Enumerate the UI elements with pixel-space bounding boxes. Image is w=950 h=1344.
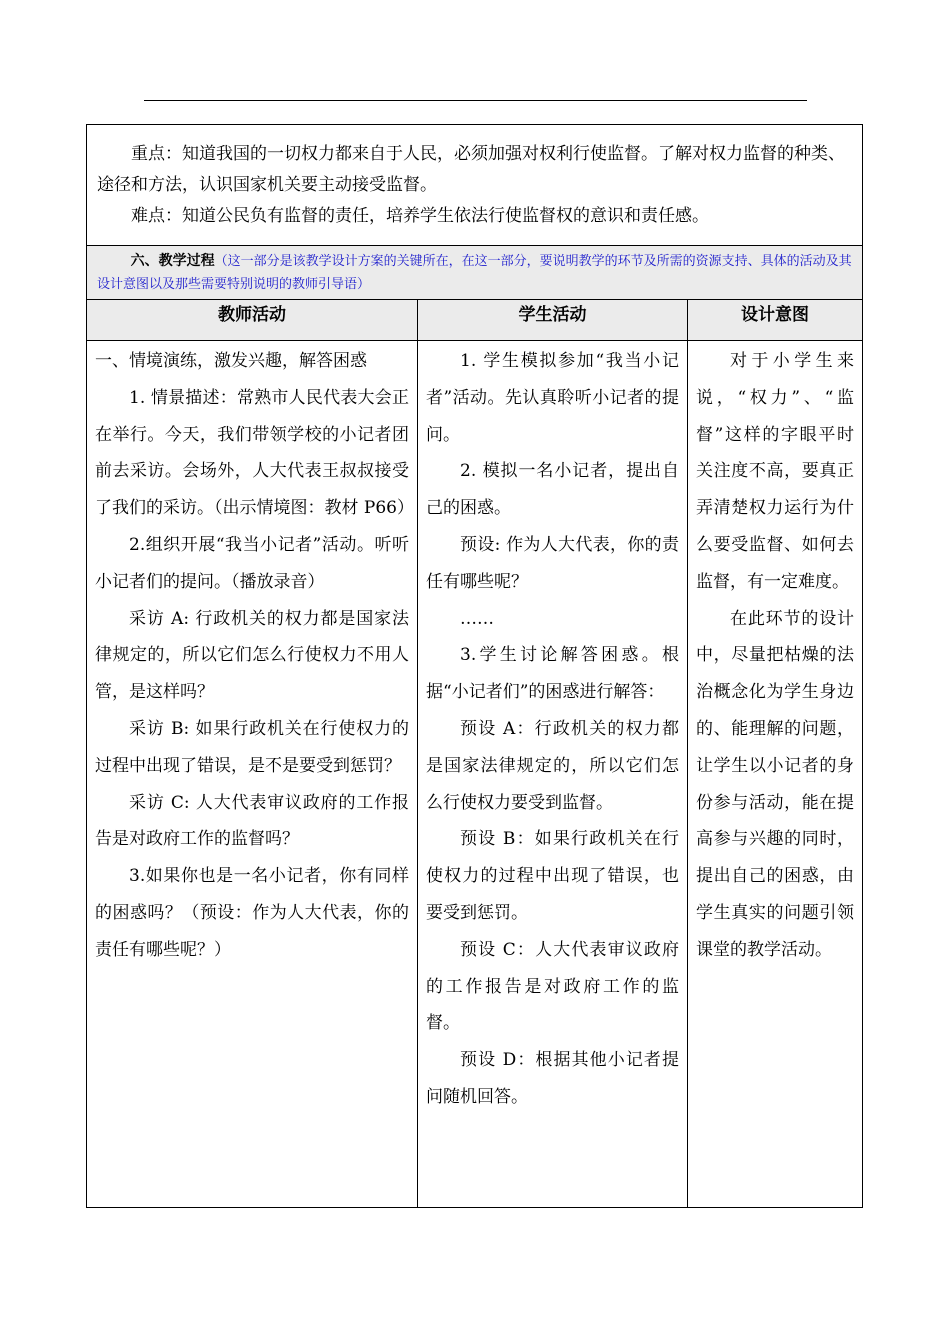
key-points-text: 重点：知道我国的一切权力都来自于人民，必须加强对权利行使监督。了解对权力监督的种类、途径和方法，认识国家机关要主动接受监督。	[97, 144, 845, 195]
teacher-paragraph: 1. 情景描述：常熟市人民代表大会正在举行。今天，我们带领学校的小记者团前去采访。会场外，人大代表王叔叔接受了我们的采访。（出示情境图：教材 P66）	[95, 387, 414, 519]
intent-paragraph: 对于小学生来说，“权力”、“监督”这样的字眼平时关注度不高，要真正弄清楚权力运行为什么要受监督、如何去监督，有一定难度。	[696, 351, 855, 592]
teacher-paragraph: 2.组织开展“我当小记者”活动。听听小记者们的提问。（播放录音）	[95, 534, 409, 592]
student-paragraph: 1. 学生模拟参加“我当小记者”活动。先认真聆听小记者的提问。	[426, 351, 679, 445]
process-heading-cell	[87, 246, 863, 300]
process-note: （这一部分是该教学设计方案的关键所在，在这一部分，要说明教学的环节及所需的资源支持、具体的活动及其设计意图以及那些需要特别说明的教师引导语）	[97, 254, 852, 292]
teacher-paragraph: 3.如果你也是一名小记者，你有同样的困惑吗？（预设：作为人大代表，你的责任有哪些呢？）	[95, 866, 409, 960]
student-paragraph: 预设: 作为人大代表，你的责任有哪些呢？	[426, 534, 679, 592]
teacher-activities-cell	[87, 341, 418, 1208]
design-intent-cell	[688, 341, 863, 1208]
intent-paragraph: 在此环节的设计中，尽量把枯燥的法治概念化为学生身边的、能理解的问题，让学生以小记者的身份参与活动，能在提高参与兴趣的同时，提出自己的困惑，由学生真实的问题引领课堂的教学活动。	[696, 608, 855, 960]
teacher-paragraph: 采访 B: 如果行政机关在行使权力的过程中出现了错误，是不是要受到惩罚？	[95, 718, 409, 776]
student-column-header: 学生活动	[418, 300, 688, 341]
student-paragraph: 2. 模拟一名小记者，提出自己的困惑。	[426, 461, 679, 519]
teacher-paragraph: 采访 A: 行政机关的权力都是国家法律规定的，所以它们怎么行使权力不用人管，是这样吗？	[95, 608, 409, 703]
teacher-paragraph: 一、情境演练，激发兴趣，解答困惑	[95, 351, 367, 371]
intent-column-header: 设计意图	[688, 300, 863, 341]
difficulties-text: 难点：知道公民负有监督的责任，培养学生依法行使监督权的意识和责任感。	[131, 206, 709, 226]
teacher-column-header: 教师活动	[87, 300, 418, 341]
objectives-cell	[87, 125, 863, 246]
teacher-paragraph: 采访 C: 人大代表审议政府的工作报告是对政府工作的监督吗？	[95, 792, 409, 850]
student-paragraph: 预设 A：行政机关的权力都是国家法律规定的，所以它们怎么行使权力要受到监督。	[426, 718, 679, 813]
lesson-plan-table	[86, 124, 863, 1208]
process-title: 六、教学过程	[130, 253, 215, 269]
header-rule	[144, 100, 807, 101]
student-activities-cell	[418, 341, 688, 1208]
student-paragraph: 预设 D：根据其他小记者提问随机回答。	[426, 1050, 679, 1107]
student-paragraph: ……	[460, 608, 494, 629]
student-paragraph: 预设 C：人大代表审议政府的工作报告是对政府工作的监督。	[426, 939, 679, 1034]
student-paragraph: 预设 B：如果行政机关在行使权力的过程中出现了错误，也要受到惩罚。	[426, 829, 679, 923]
student-paragraph: 3.学生讨论解答困惑。根据“小记者们”的困惑进行解答：	[426, 645, 679, 703]
